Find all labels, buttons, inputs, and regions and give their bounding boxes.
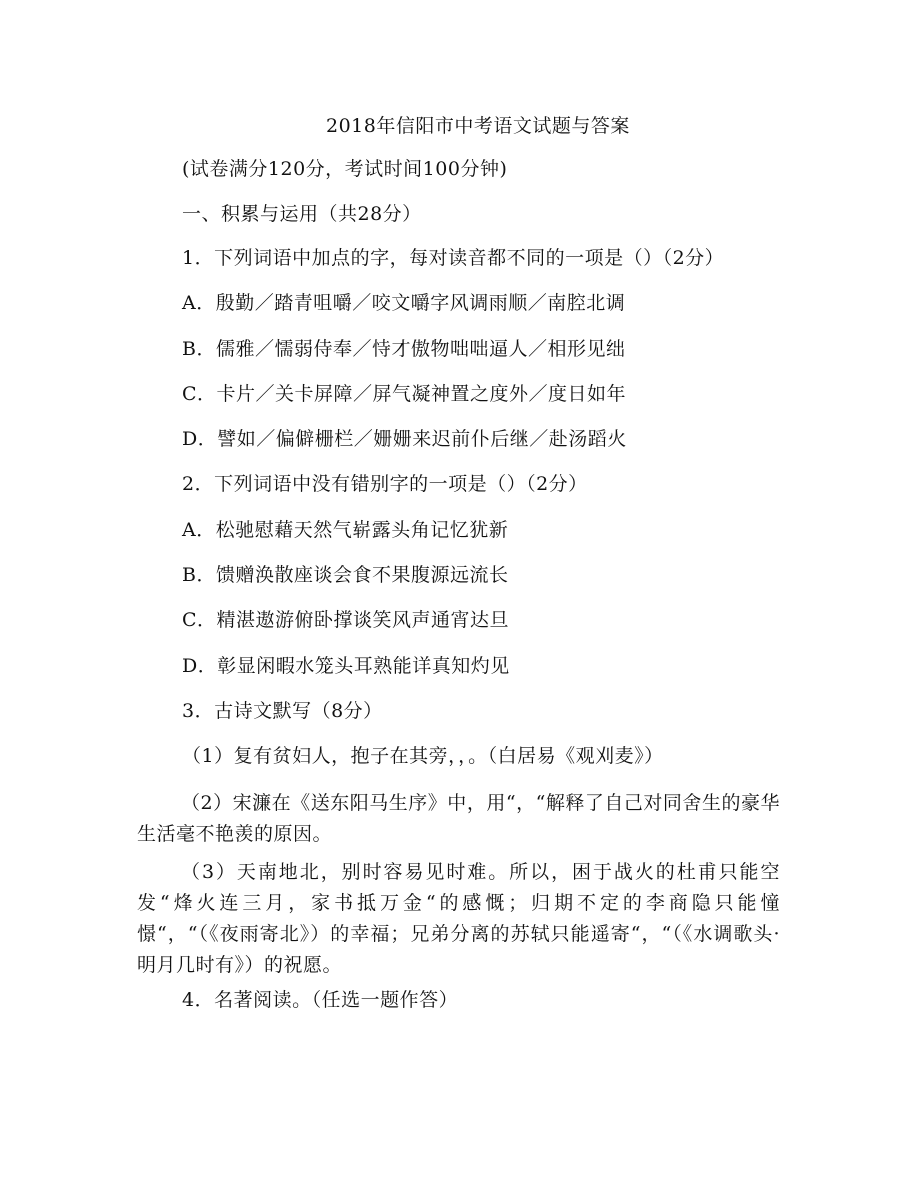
question-3-stem: 3．古诗文默写（8分） <box>182 700 383 722</box>
question-4-stem: 4．名著阅读。（任选一题作答） <box>182 989 459 1011</box>
question-3-part-3: （3）天南地北，别时容易见时难。所以，困于战火的杜甫只能空发“烽火连三月，家书抵万金“的感慨；归期不定的李商隐只能憧憬“，“（《夜雨寄北》）的幸福；兄弟分离的苏轼只能遥寄“，“（《水调歌头·明月几时有》）的祝愿。 <box>137 861 780 976</box>
question-1-option-a: A．殷勤／踏青咀嚼／咬文嚼字风调雨顺／南腔北调 <box>182 292 626 314</box>
question-3-part-1: （1）复有贫妇人，抱子在其旁，，。（白居易《观刈麦》） <box>182 745 664 767</box>
question-2-stem: 2．下列词语中没有错别字的一项是（）（2分） <box>182 473 588 495</box>
exam-info: (试卷满分120分，考试时间100分钟) <box>182 158 508 180</box>
question-1-option-d: D．譬如／偏僻栅栏／姗姗来迟前仆后继／赴汤蹈火 <box>182 428 627 450</box>
question-1-stem: 1．下列词语中加点的字，每对读音都不同的一项是（）（2分） <box>182 247 725 269</box>
question-2-option-b: B．馈赠涣散座谈会食不果腹源远流长 <box>182 564 509 586</box>
question-1-option-b: B．儒雅／懦弱侍奉／恃才傲物咄咄逼人／相形见绌 <box>182 338 626 360</box>
question-2-option-a: A．松驰慰藉天然气崭露头角记忆犹新 <box>182 519 509 541</box>
question-3-part-2: （2）宋濂在《送东阳马生序》中，用“，“解释了自己对同舍生的豪华生活毫不艳羡的原因。 <box>137 792 780 845</box>
question-2-option-c: C．精湛遨游俯卧撑谈笑风声通宵达旦 <box>182 609 510 631</box>
section-heading: 一、积累与运用（共28分） <box>182 203 422 225</box>
question-1-option-c: C．卡片／关卡屏障／屏气凝神置之度外／度日如年 <box>182 383 627 405</box>
page-title: 2018年信阳市中考语文试题与答案 <box>326 115 630 137</box>
question-2-option-d: D．彰显闲暇水笼头耳熟能详真知灼见 <box>182 655 510 677</box>
